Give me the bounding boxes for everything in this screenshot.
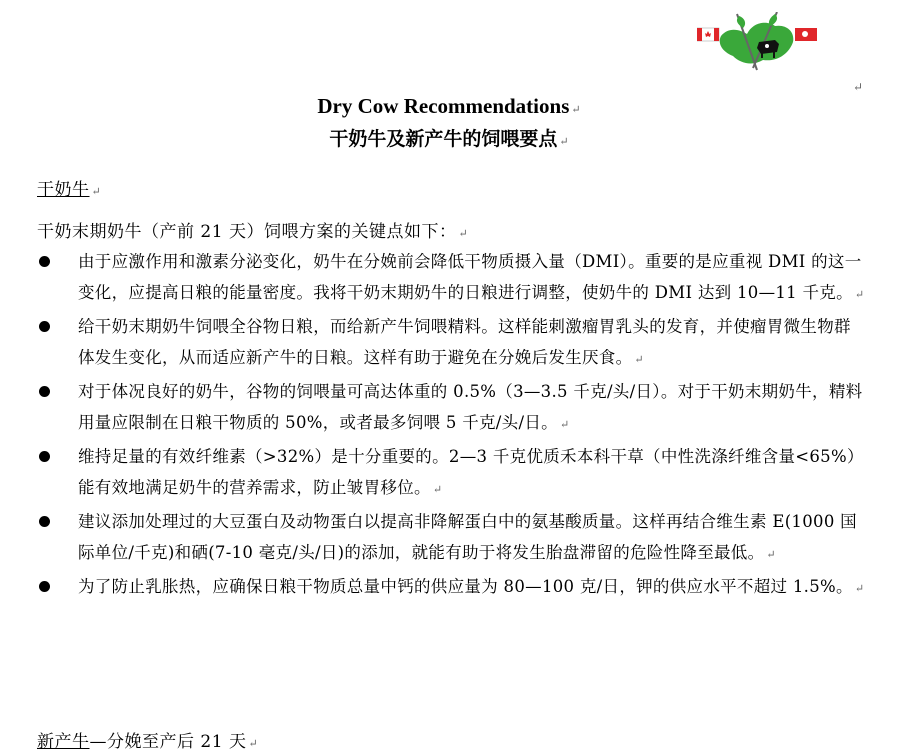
canada-china-cow-logo-icon — [697, 12, 821, 74]
list-item: 给干奶末期奶牛饲喂全谷物日粮，而给新产牛饲喂精料。这样能刺激瘤胃乳头的发育，并使瘤胃微生物群体发生变化，从而适应新产牛的日粮。这样有助于避免在分娩后发生厌食。 ↵ — [37, 311, 867, 375]
bullet-icon — [39, 516, 50, 527]
bullet-icon — [39, 581, 50, 592]
intro-text: 干奶末期奶牛（产前 21 天）饲喂方案的关键点如下： ↵ — [37, 222, 469, 242]
section-heading-fresh-cow: 新产牛—分娩至产后 21 天 ↵ — [37, 732, 259, 752]
bullet-icon — [39, 321, 50, 332]
list-item: 建议添加处理过的大豆蛋白及动物蛋白以提高非降解蛋白中的氨基酸质量。这样再结合维生素 E(1000 国际单位/千克)和硒(7-10 毫克/头/日)的添加，就能有助于将发生胎盘滞留的危险性降至最低。 ↵ — [37, 506, 867, 570]
list-item: 由于应激作用和激素分泌变化，奶牛在分娩前会降低干物质摄入量（DMI）。重要的是应重视 DMI 的这一变化，应提高日粮的能量密度。我将干奶末期奶牛的日粮进行调整，使奶牛的 DMI 达到 10—11 千克。 ↵ — [37, 246, 867, 310]
title-english: Dry Cow Recommendations ↵ — [317, 94, 581, 118]
title-chinese: 干奶牛及新产牛的饲喂要点 ↵ — [329, 128, 569, 150]
list-item: 为了防止乳胀热，应确保日粮干物质总量中钙的供应量为 80—100 克/日，钾的供应水平不超过 1.5%。 ↵ — [37, 571, 867, 604]
bullet-icon — [39, 451, 50, 462]
bullet-icon — [39, 256, 50, 267]
paragraph-mark: ↵ — [853, 80, 864, 94]
list-item: 对于体况良好的奶牛，谷物的饲喂量可高达体重的 0.5%（3—3.5 千克/头/日）。对于干奶末期奶牛，精料用量应限制在日粮干物质的 50%，或者最多饲喂 5 千克/头/日。 ↵ — [37, 376, 867, 440]
section-heading-dry-cow: 干奶牛 ↵ — [37, 180, 102, 200]
list-item: 维持足量的有效纤维素（>32%）是十分重要的。2—3 千克优质禾本科干草（中性洗涤纤维含量<65%）能有效地满足奶牛的营养需求，防止皱胃移位。 ↵ — [37, 441, 867, 505]
recommendation-list — [37, 246, 867, 605]
bullet-icon — [39, 386, 50, 397]
